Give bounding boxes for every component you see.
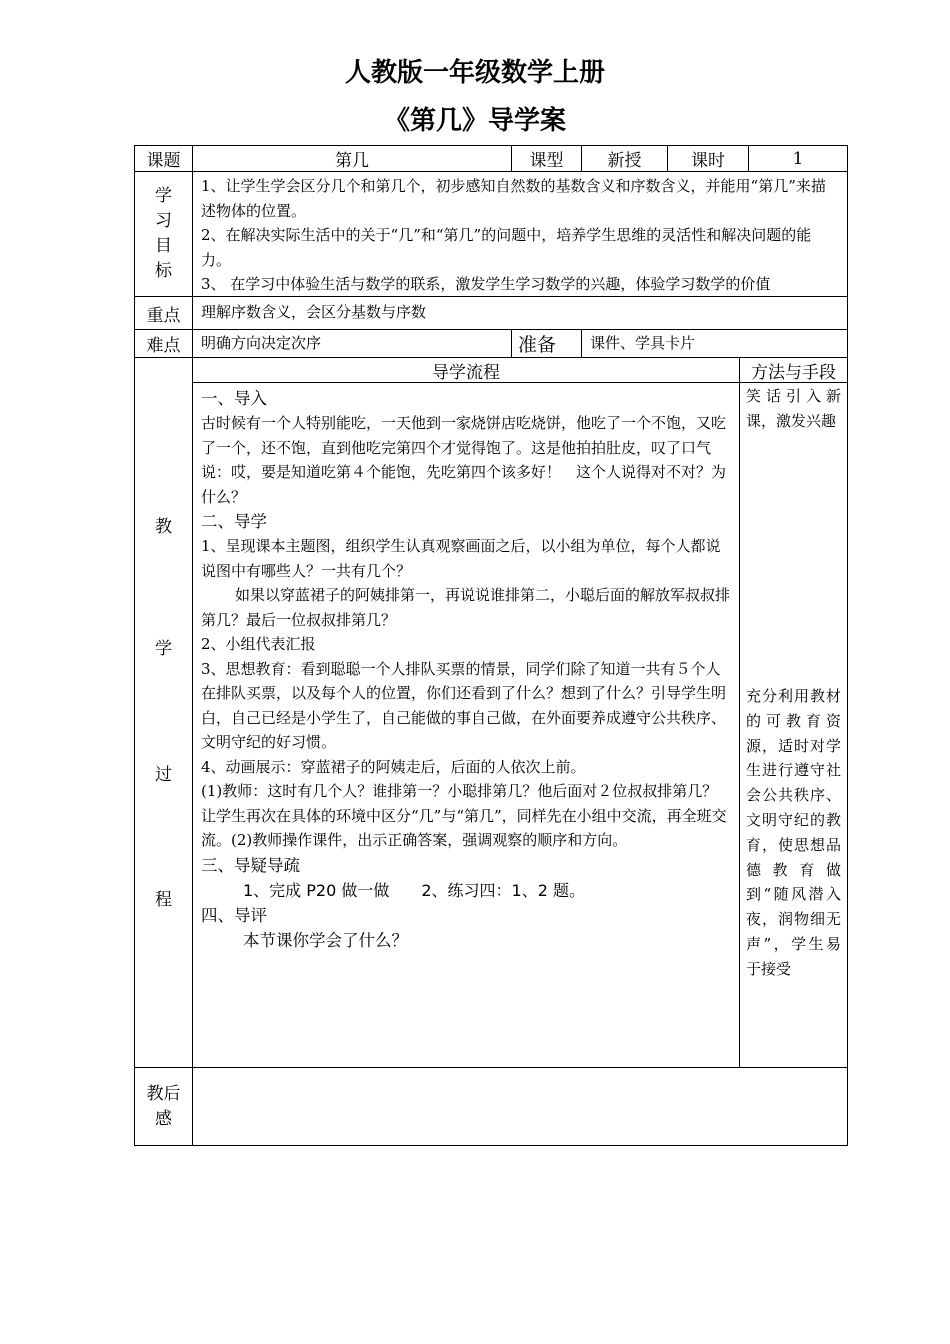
objectives-label-char: 学 bbox=[155, 186, 172, 206]
document-subtitle: 《第几》导学案 bbox=[383, 106, 566, 136]
key-point-value: 理解序数含义，会区分基数与序数 bbox=[192, 296, 848, 330]
difficulty-label: 难点 bbox=[134, 329, 193, 358]
process-label bbox=[134, 357, 193, 1068]
preparation-value: 课件、学具卡片 bbox=[581, 329, 848, 358]
section-guide-para: 3、思想教育：看到聪聪一个人排队买票的情景，同学们除了知道一共有５个人在排队买票，以及每个人的位置，你们还看到了什么？想到了什么？引导学生明白，自己已经是小学生了，自己能做的事自己做，在外面要养成遵守公共秩序、文明守纪的好习惯。 bbox=[201, 659, 727, 751]
reflection-label-line: 教后 bbox=[146, 1083, 181, 1104]
flow-header: 导学流程 bbox=[192, 357, 740, 383]
key-point-label: 重点 bbox=[134, 296, 193, 330]
process-label-char: 教 bbox=[155, 517, 172, 537]
process-label-char: 过 bbox=[155, 765, 172, 785]
process-label-char: 程 bbox=[155, 890, 172, 910]
objectives-label-char: 目 bbox=[155, 236, 172, 256]
section-guide-title: 二、导学 bbox=[201, 512, 267, 531]
objectives-label-char: 标 bbox=[155, 261, 172, 281]
section-intro-text: 古时候有一个人特别能吃，一天他到一家烧饼店吃烧饼，他吃了一个不饱，又吃了一个，还不饱，直到他吃完第四个才觉得饱了。这是他拍拍肚皮，叹了口气说：哎，要是知道吃第４个能饱，先吃第四个该多好！ 这个人说得对不对？为什么？ bbox=[201, 414, 727, 506]
type-label: 课型 bbox=[511, 145, 582, 172]
section-guide-para: 1、呈现课本主题图，组织学生认真观察画面之后，以小组为单位，每个人都说说图中有哪些人？一共有几个？ bbox=[201, 537, 721, 580]
reflection-content[interactable] bbox=[192, 1067, 848, 1146]
section-guide-para: 4、动画展示：穿蓝裙子的阿姨走后，后面的人依次上前。 bbox=[201, 757, 586, 776]
method-header: 方法与手段 bbox=[739, 357, 848, 383]
objective-item: 2、在解决实际生活中的关于“几”和“第几”的问题中，培养学生思维的灵活性和解决问题的能力。 bbox=[201, 226, 812, 269]
hours-label: 课时 bbox=[667, 145, 749, 172]
section-review-text: 本节课你学会了什么？ bbox=[243, 930, 408, 950]
process-label-char: 学 bbox=[155, 639, 172, 659]
reflection-label-line: 感 bbox=[155, 1108, 172, 1129]
section-guide-para: (1)教师：这时有几个人？谁排第一？小聪排第几？他后面对２位叔叔排第几？让学生再次在具体的环境中区分“几”与“第几”，同样先在小组中交流，再全班交流。(2)教师操作课件，出示正确答案，强调观察的顺序和方向。 bbox=[201, 782, 727, 849]
method-note: 充分利用教材的可教育资源，适时对学生进行遵守社会公共秩序、文明守纪的教育，使思想品德教育做到“随风潜入夜，润物细无声”，学生易于接受 bbox=[746, 687, 841, 978]
section-doubt-text: 1、完成 P20 做一做 2、练习四：1、2 题。 bbox=[243, 880, 585, 900]
type-value: 新授 bbox=[581, 145, 668, 172]
hours-value: 1 bbox=[748, 145, 848, 172]
method-note: 笑话引入新课，激发兴趣 bbox=[746, 387, 841, 430]
section-intro-title: 一、导入 bbox=[201, 389, 267, 408]
section-guide-para: 如果以穿蓝裙子的阿姨排第一，再说说谁排第二，小聪后面的解放军叔叔排第几？最后一位叔叔排第几？ bbox=[201, 586, 731, 629]
reflection-label bbox=[134, 1067, 193, 1146]
objectives-label-char: 习 bbox=[155, 211, 172, 231]
flow-content bbox=[192, 382, 740, 1068]
objective-item: 3、 在学习中体验生活与数学的联系，激发学生学习数学的兴趣，体验学习数学的价值 bbox=[201, 275, 771, 293]
objective-item: 1、让学生学会区分几个和第几个，初步感知自然数的基数含义和序数含义，并能用“第几”来描述物体的位置。 bbox=[201, 177, 826, 220]
preparation-label: 准备 bbox=[511, 329, 582, 358]
method-content bbox=[739, 382, 848, 1068]
section-doubt-title: 三、导疑导疏 bbox=[201, 855, 300, 875]
difficulty-value: 明确方向决定次序 bbox=[192, 329, 512, 358]
document-title: 人教版一年级数学上册 bbox=[344, 58, 605, 88]
topic-value: 第几 bbox=[192, 145, 512, 172]
objectives-label bbox=[134, 171, 193, 297]
topic-label: 课题 bbox=[134, 145, 193, 172]
section-guide-para: 2、小组代表汇报 bbox=[201, 635, 316, 653]
section-review-title: 四、导评 bbox=[201, 905, 267, 925]
objectives-content bbox=[192, 171, 848, 297]
